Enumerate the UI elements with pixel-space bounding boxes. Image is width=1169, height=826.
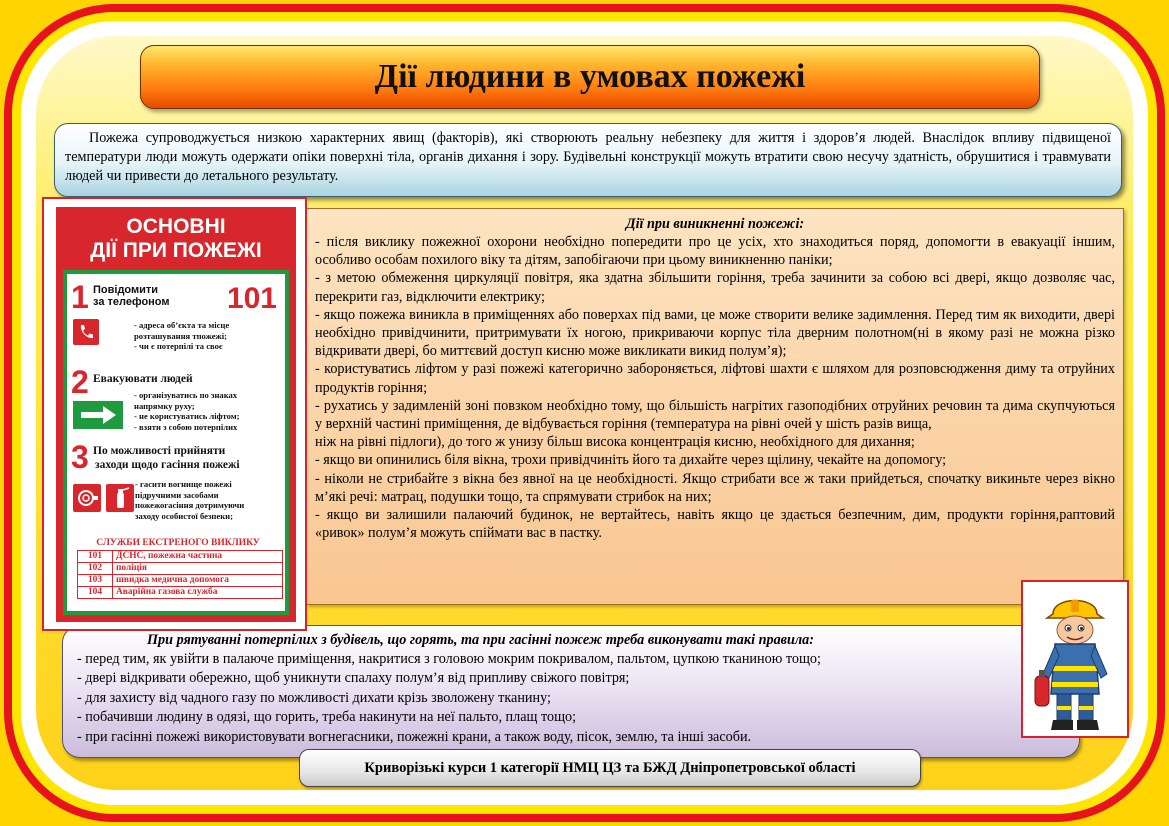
fire-action-item: ніж на рівні підлоги), до того ж унизу більш висока концентрація кисню, необхідного для дихання; (315, 434, 915, 451)
fire-actions-box (306, 208, 1124, 605)
step3-notes (135, 479, 244, 521)
step1-title-line1: Повідомити (93, 284, 159, 296)
fire-action-item: - ніколи не стрибайте з вікна без явної на це необхідності. Якщо стрибати все ж таки прийдеться, спочатку викиньте через вікно м’які речі: матрац, подушки тощо, та спрямувати стрибок на них; (315, 470, 1115, 505)
step1-note: - чи є потерпілі та своє (134, 341, 223, 351)
rescue-rules-box (62, 625, 1080, 758)
step3-note: заходу особистої безпеки; (135, 510, 233, 521)
fire-actions-poster (42, 197, 307, 631)
rescue-rule-item: - побачивши людину в одязі, що горить, треба накинути на неї пальто, плащ тощо; (77, 709, 577, 726)
services-table (77, 550, 283, 599)
service-number: 101 (78, 551, 113, 563)
service-number: 103 (78, 575, 113, 587)
step1-number: 1 (71, 279, 89, 315)
table-row (78, 587, 283, 599)
poster-body (63, 270, 289, 615)
step2-number: 2 (71, 364, 89, 400)
fire-action-item: - після виклику пожежної охорони необхідно попередити про це усіх, хто знаходиться поряд, допомогти в евакуації іншим, особливо особам похилого віку та дітям, запобігаючи при цьому виникненню паніки; (315, 234, 1115, 269)
fire-action-item: - якщо ви залишили палаючий будинок, не вертайтесь, навіть якщо це здається безпечним, дим, продукти горіння,раптовий «ривок» полум’я можуть спіймати вас в пастку. (315, 507, 1115, 542)
step2-note: - взяти з собою потерпілих (134, 421, 238, 432)
step1-phone-number: 101 (226, 282, 277, 315)
service-number: 104 (78, 587, 113, 599)
poster-title-line2: ДІЇ ПРИ ПОЖЕЖІ (90, 239, 262, 262)
fire-action-item: - якщо пожежа виникла в приміщеннях або поверхах під вами, це може створити велике задимлення. Перед тим як виходити, двері необхідно привідчинити, притримувати їх ногою, прикриваючи корпус тіла дверним полотном(ні в якому разі не можна різко відкривати двері, бо миттєвий доступ кисню може викликати викид полум’я); (315, 306, 1115, 360)
services-title: СЛУЖБИ ЕКСТРЕНОГО ВИКЛИКУ (96, 538, 260, 548)
table-row (78, 575, 283, 587)
step1-title-line2: за телефоном (93, 296, 170, 308)
step3-note: пожежогасіння дотримуючи (135, 500, 245, 510)
firefighter-illustration (1021, 580, 1129, 738)
step3-title-line2: заходи щодо гасіння пожежі (95, 459, 240, 471)
fire-action-item: - якщо ви опинились біля вікна, трохи привідчиніть його та дихайте через щілину, чекайте на допомогу; (315, 452, 947, 469)
step2-note: - не користуватись ліфтом; (134, 411, 240, 421)
step3-note: - гасити вогнище пожежі (135, 479, 232, 489)
footer-banner (299, 749, 921, 787)
service-number: 102 (78, 563, 113, 575)
rescue-rule-item: - двері відкривати обережно, щоб уникнути спалаху полум’я від припливу свіжого повітря; (77, 670, 630, 687)
fire-action-item: - користуватись ліфтом у разі пожежі категорично забороняється, ліфтові шахти є шляхом для розповсюдження диму та отруйних продуктів горіння; (315, 361, 1115, 396)
service-name: поліція (113, 563, 283, 575)
intro-text: Пожежа супроводжується низкою характерних явищ (факторів), які створюють реальну небезпеку для життя і здоров’я людей. Внаслідок впливу підвищеної температури люди можуть одержати опіки поверхні тіла, органів дихання і зору. Будівельні конструкції можуть втратити свою несучу здатність, обрушитися і травмувати людей чи привести до летального результату. (65, 130, 1111, 184)
rescue-rules-heading: При рятуванні потерпілих з будівель, що горять, та при гасінні пожеж треба виконувати такі правила: (147, 632, 814, 648)
service-name: ДСНС, пожежна частина (113, 551, 283, 563)
table-row (78, 563, 283, 575)
fire-action-item: - з метою обмеження циркуляції повітря, яка здатна збільшити горіння, треба зачинити за собою всі двері, якщо дозволяє час, перекрити газ, відключити електрику; (315, 270, 1115, 305)
service-name: швидка медична допомога (113, 575, 283, 587)
step1-note: розташування тпожежі; (134, 330, 228, 341)
firefighter-icon (1023, 582, 1127, 736)
step3-title-line1: По можливості прийняти (93, 445, 226, 457)
intro-box (54, 123, 1122, 197)
step3-title (93, 444, 240, 472)
poster-red-background (56, 207, 296, 622)
service-name: Аварійна газова служба (113, 587, 283, 599)
page-title: Дії людини в умовах пожежі (374, 58, 806, 95)
rescue-rule-item: - перед тим, як увійти в палаюче приміщення, накритися з головою мокрим покривалом, пальтом, цупкою тканиною тощо; (77, 651, 821, 667)
fire-action-item: - рухатись у задимленій зоні повзком необхідно тому, що більшість нагрітих газоподібних отруйних речовин та дима скупчуються у верхній частині приміщення, де відбувається горіння (температура на рівні очей у шість разів вища, (315, 397, 1115, 433)
fire-actions-heading: Дії при виникненні пожежі: (625, 216, 805, 232)
step2-title: Евакуювати людей (93, 373, 193, 385)
table-row (78, 551, 283, 563)
rescue-rule-item: - при гасінні пожежі використовувати вогнегасники, пожежні крани, а також воду, пісок, землю, та інші засоби. (77, 728, 752, 745)
footer-text: Криворізькі курси 1 категорії НМЦ ЦЗ та БЖД Дніпропетровської області (364, 759, 856, 776)
step2-notes (134, 390, 240, 432)
poster-title-line1: ОСНОВНІ (126, 215, 226, 238)
phone-icon (73, 319, 99, 345)
step2-note: напрямку руху; (134, 400, 195, 411)
exit-arrow-icon (73, 401, 123, 429)
step1-title (93, 284, 170, 308)
step3-number: 3 (71, 439, 89, 475)
step1-note: - адреса об’єкта та місце (134, 320, 230, 330)
fire-hose-icon (73, 484, 101, 512)
title-banner (140, 45, 1040, 109)
step1-notes (134, 320, 229, 352)
fire-extinguisher-icon (106, 484, 134, 512)
step2-note: - організуватись по знаках (134, 390, 238, 400)
step3-note: підручними засобами (135, 489, 219, 500)
poster-title (56, 215, 296, 263)
rescue-rule-item: - для захисту від чадного газу по можливості дихати крізь зволожену тканину; (77, 689, 551, 706)
